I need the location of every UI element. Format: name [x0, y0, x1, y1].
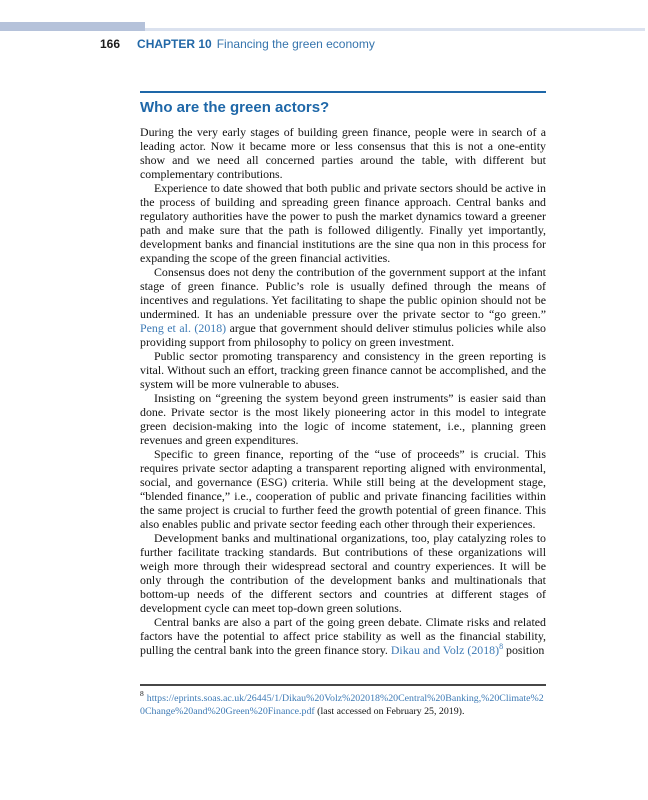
- paragraph-text: Experience to date showed that both public and private sectors should be active in the process of building and spreading green finance approach. Central banks and regulatory authorities have the power to push the market dynamics toward a greener path and make sure that the path is followed diligently. Finally yet importantly, development banks and financial institutions are the sine qua non in this process for expanding the scope of the green financial activities.: [140, 181, 546, 265]
- paragraph-text: Central banks are also a part of the going green debate. Climate risks and related factors have the potential to affect price stability as well as the financial stability, pulling the central bank into the green finance story.: [140, 615, 546, 657]
- citation-link-dikau[interactable]: Dikau and Volz (2018): [390, 643, 500, 657]
- chapter-label: CHAPTER 10: [137, 37, 212, 51]
- header-accent-bar: [0, 22, 145, 31]
- body-paragraph: [140, 265, 546, 349]
- footnote-marker: 8: [140, 689, 144, 699]
- page-number: 166: [100, 37, 121, 51]
- footnote-area: [140, 684, 546, 719]
- body-paragraph: [140, 349, 546, 391]
- body-paragraph: [140, 447, 546, 531]
- footnote-text: [140, 689, 546, 719]
- footnote-tail: (last accessed on February 25, 2019).: [314, 706, 465, 717]
- paragraph-text: Consensus does not deny the contribution of the government support at the infant stage of green finance. Public’s role is usually defined through the means of incentives and regulations. Yet facilitating to shape the public opinion should not be undermined. It has an undeniable pressure over the private sector to “go green.”: [140, 265, 546, 321]
- section-heading: Who are the green actors?: [140, 99, 330, 116]
- paragraph-text: Public sector promoting transparency and consistency in the green reporting is vital. Without such an effort, tracking green finance cannot be accomplished, and the system will be more vulnerable to abuses.: [140, 349, 546, 391]
- paragraph-text: During the very early stages of building green finance, people were in search of a leading actor. Now it became more or less consensus that this is not a one-entity show and we need all concerned parties around the table, with different but complementary contributions.: [140, 125, 546, 181]
- body-paragraph: [140, 391, 546, 447]
- citation-link-peng[interactable]: Peng et al. (2018): [140, 321, 227, 335]
- footnote-ref[interactable]: 8: [499, 642, 504, 652]
- body-paragraph: [140, 181, 546, 265]
- body-paragraph: [140, 531, 546, 615]
- running-header: [100, 37, 375, 51]
- section-rule: [140, 91, 546, 93]
- paragraph-text: position: [503, 643, 545, 657]
- text-column: [140, 91, 546, 657]
- header-rule: [145, 28, 645, 31]
- paragraph-text: Development banks and multinational organizations, too, play catalyzing roles to further facilitate tracking standards. But contributions of these organizations will weigh more through their widespread sectoral and country experiences. It will be only through the contribution of the development banks and multinationals that bottom-up needs of the different sectors and countries at different stages of development cycle can meet top-down green solutions.: [140, 531, 546, 615]
- paragraph-text: Insisting on “greening the system beyond green instruments” is easier said than done. Private sector is the most likely pioneering actor in this model to integrate green decision-making into the logic of income statement, i.e., planning green revenues and green expenditures.: [140, 391, 546, 447]
- chapter-title: Financing the green economy: [216, 37, 375, 51]
- body-paragraph: [140, 615, 546, 657]
- footnote-url-link[interactable]: https://eprints.soas.ac.uk/26445/1/Dikau%20Volz%202018%20Central%20Banking,%20Climate%20Change%20and%20Green%20Finance.pdf: [140, 692, 544, 717]
- footnote-rule: [140, 684, 546, 686]
- body-paragraph: [140, 125, 546, 181]
- paragraph-text: Specific to green finance, reporting of the “use of proceeds” is crucial. This requires private sector adapting a transparent reporting aligned with environmental, social, and governance (ESG) criteria. While still being at the development stage, “blended finance,” i.e., cooperation of public and private financing facilities within the same project is crucial to further feed the growth potential of green finance. This also enables public and private sector feeding each other through their experiences.: [140, 447, 546, 531]
- paragraph-text: argue that government should deliver stimulus policies while also providing support from philosophy to policy on green investment.: [140, 321, 546, 349]
